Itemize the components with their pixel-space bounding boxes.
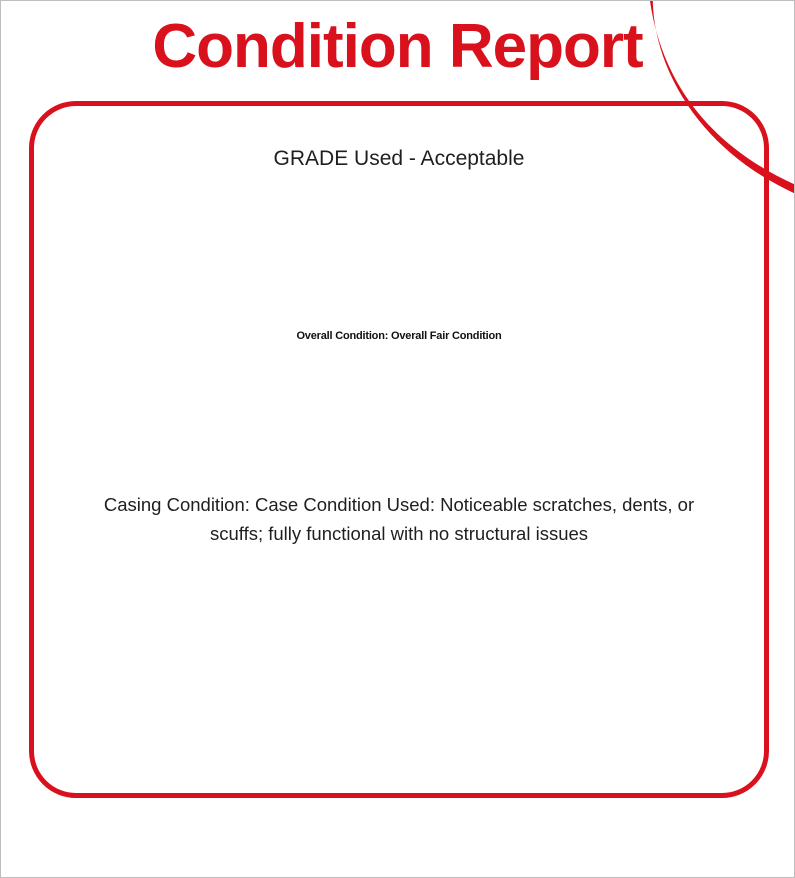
overall-condition-text: Overall Condition: Overall Fair Condition — [296, 330, 502, 342]
grade-heading: GRADE Used - Acceptable — [273, 147, 525, 170]
casing-condition-text: Casing Condition: Case Condition Used: Noticeable scratches, dents, or scuffs; fully functional with no structural issues — [103, 494, 695, 544]
report-card — [29, 101, 769, 798]
page-title: Condition Report — [152, 12, 643, 81]
